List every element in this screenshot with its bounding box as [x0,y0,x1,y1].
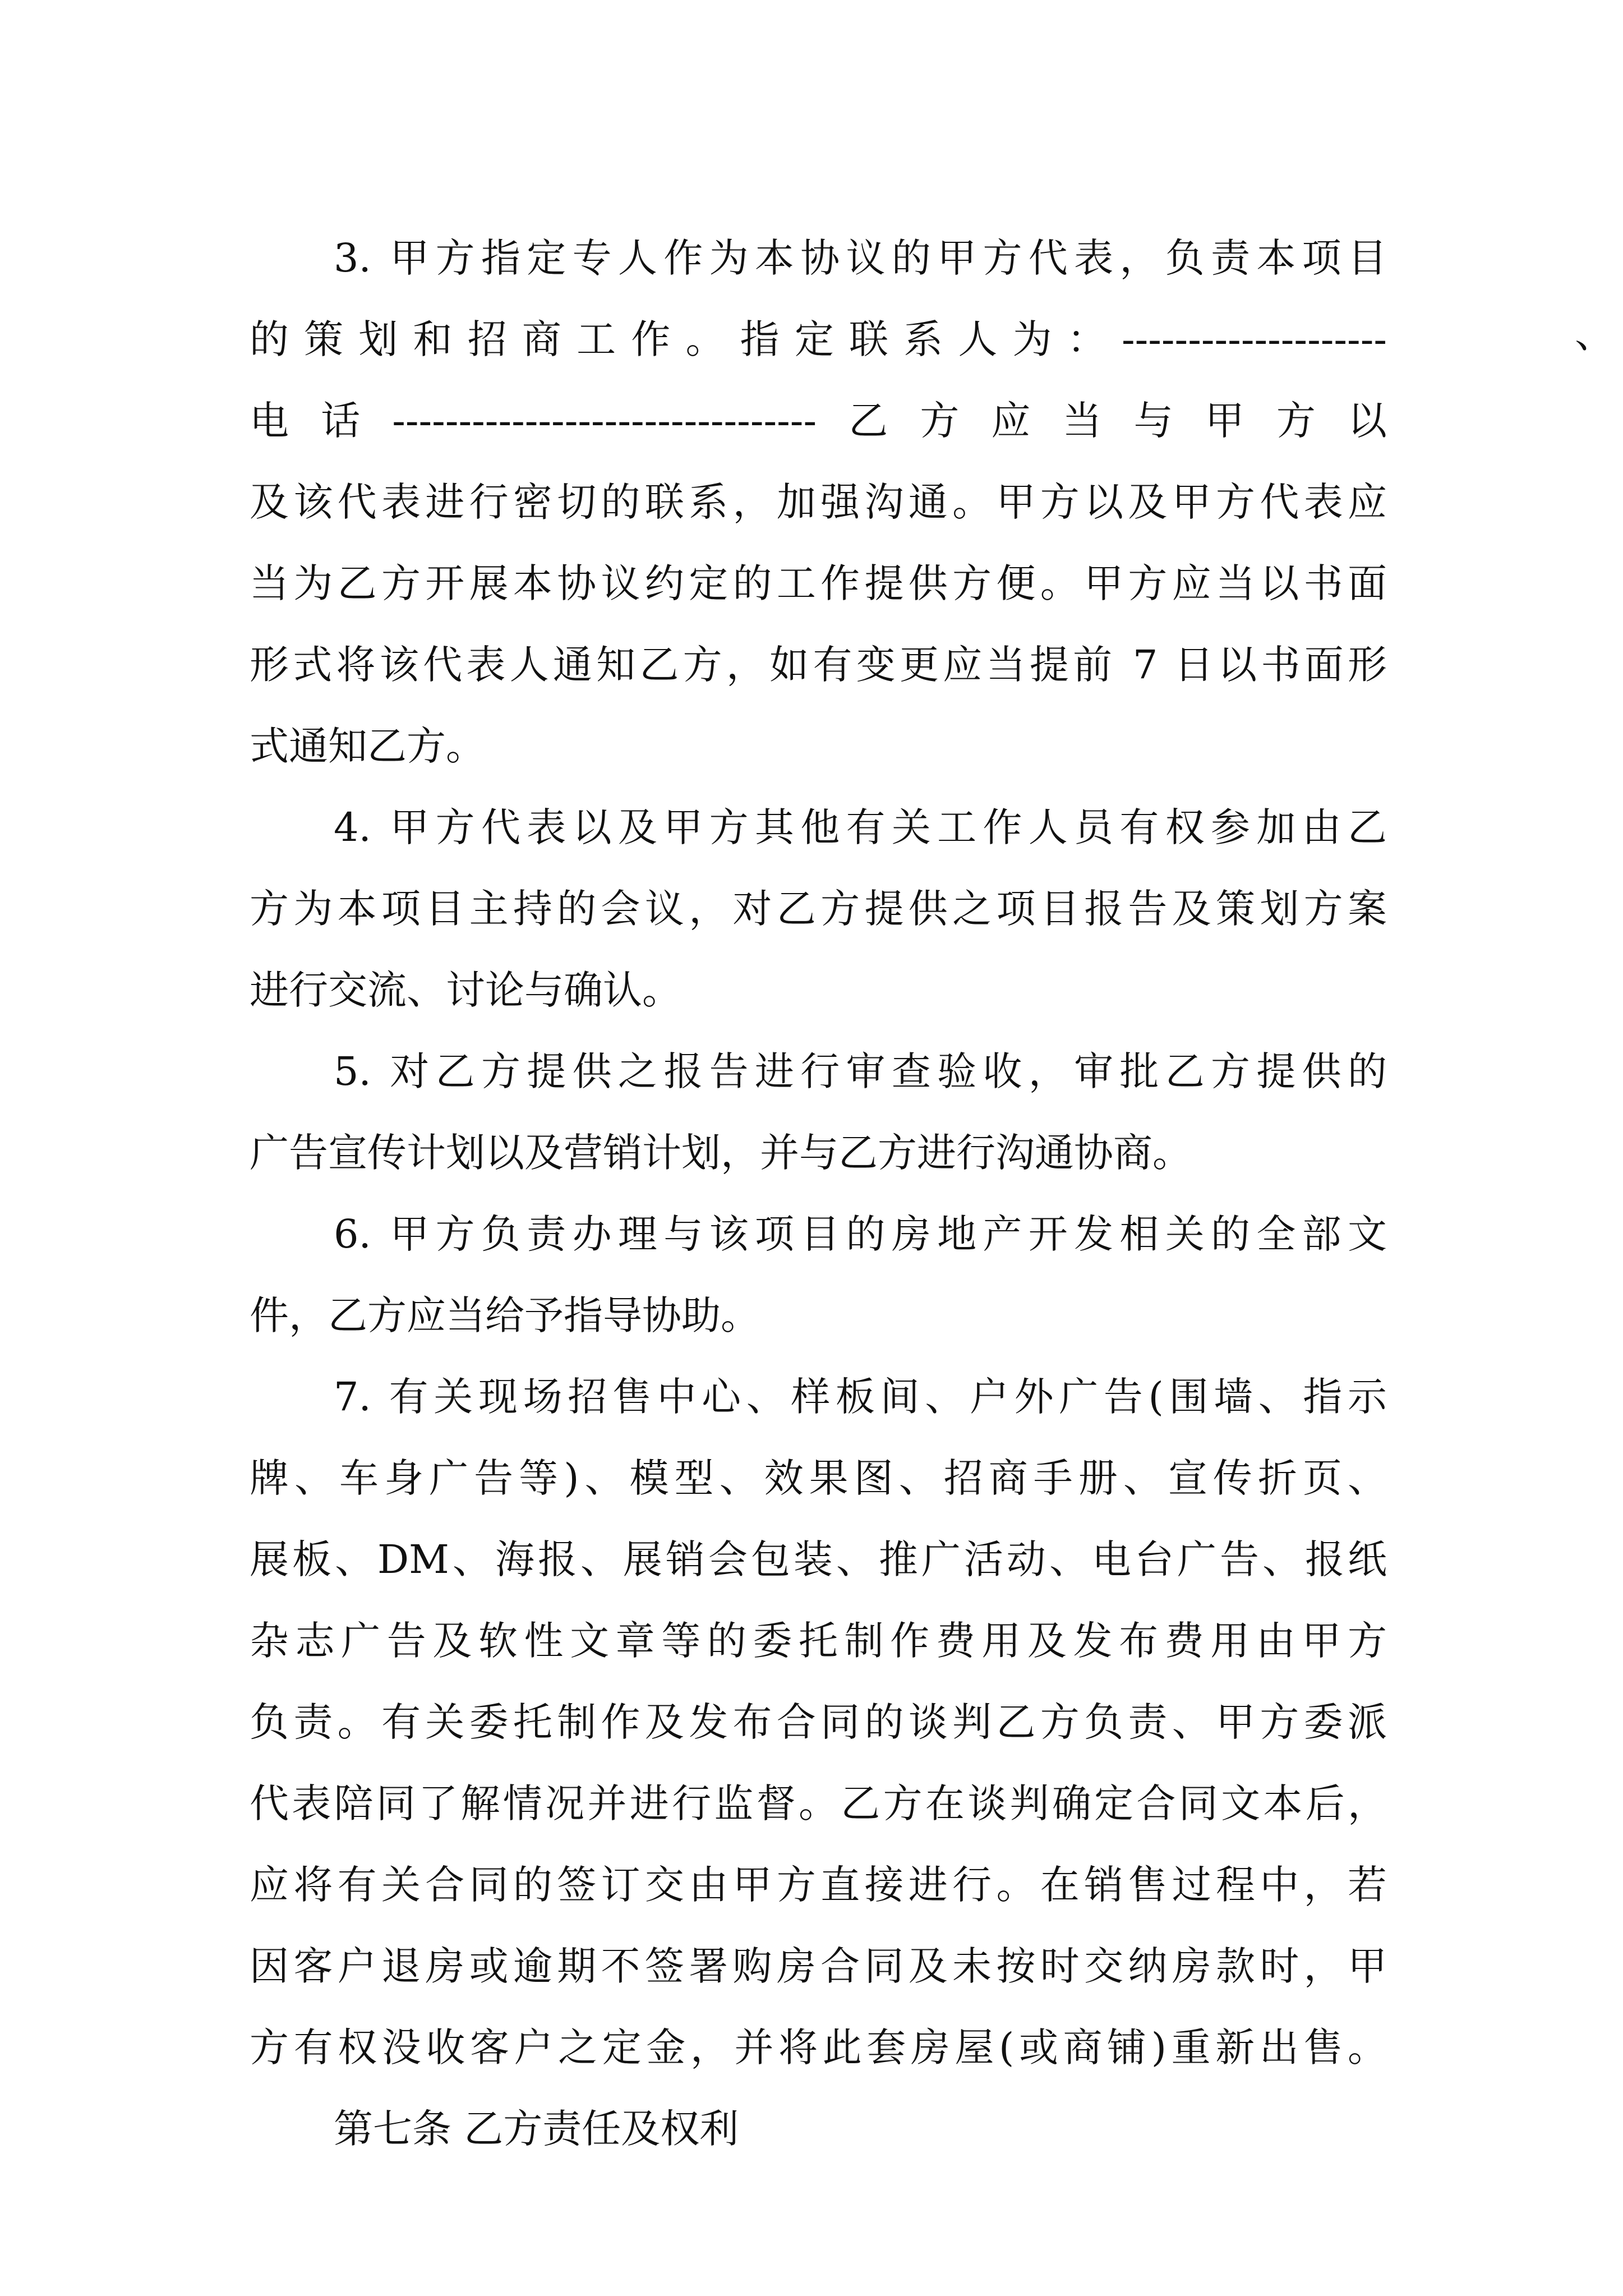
text-line: 进行交流、讨论与确认。 [250,967,681,1013]
text-line: 方为本项目主持的会议，对乙方提供之项目报告及策划方案 [250,886,1387,932]
text-line: 的策划和招商工作。指定联系人为：-------------------- [250,316,1387,362]
text-line: 4. 甲方代表以及甲方其他有关工作人员有权参加由乙 [334,804,1387,850]
stray-punctuation-mark: 、 [1575,311,1614,357]
text-line: 负责。有关委托制作及发布合同的谈判乙方负责、甲方委派 [250,1699,1387,1745]
text-line: 件，乙方应当给予指导协助。 [250,1292,760,1338]
text-line: 6. 甲方负责办理与该项目的房地产开发相关的全部文 [334,1211,1387,1257]
article-7-heading [250,2088,1387,2170]
text-line: 广告宣传计划以及营销计划，并与乙方进行沟通协商。 [250,1130,1192,1176]
text-line: 代表陪同了解情况并进行监督。乙方在谈判确定合同文本后， [250,1780,1387,1826]
text-line: 形式将该代表人通知乙方，如有变更应当提前 7 日以书面形 [250,642,1387,688]
text-line: 式通知乙方。 [250,723,485,769]
text-line: 当为乙方开展本协议约定的工作提供方便。甲方应当以书面 [250,560,1387,606]
clause-7-paragraph [250,1356,1387,2088]
section-heading: 第七条 乙方责任及权利 [334,2106,739,2152]
text-line: 杂志广告及软性文章等的委托制作费用及发布费用由甲方 [250,1618,1387,1664]
text-line: 应将有关合同的签订交由甲方直接进行。在销售过程中，若 [250,1862,1387,1908]
clause-3-paragraph [250,218,1387,787]
text-line: 5. 对乙方提供之报告进行审查验收，审批乙方提供的 [334,1048,1387,1094]
text-line: 因客户退房或逾期不签署购房合同及未按时交纳房款时，甲 [250,1943,1387,1989]
text-line: 电话--------------------------------乙方应当与甲方以 [250,398,1387,444]
text-line: 展板、DM、海报、展销会包装、推广活动、电台广告、报纸 [250,1536,1387,1582]
text-line: 及该代表进行密切的联系，加强沟通。甲方以及甲方代表应 [250,479,1387,525]
text-line: 7. 有关现场招售中心、样板间、户外广告(围墙、指示 [334,1374,1387,1420]
text-line: 牌、车身广告等)、模型、效果图、招商手册、宣传折页、 [250,1455,1387,1501]
clause-5-paragraph [250,1031,1387,1194]
text-line: 3. 甲方指定专人作为本协议的甲方代表，负责本项目 [334,235,1387,281]
clause-6-paragraph [250,1194,1387,1356]
text-line: 方有权没收客户之定金，并将此套房屋(或商铺)重新出售。 [250,2024,1387,2070]
document-body [250,218,1387,2170]
clause-4-paragraph [250,787,1387,1031]
